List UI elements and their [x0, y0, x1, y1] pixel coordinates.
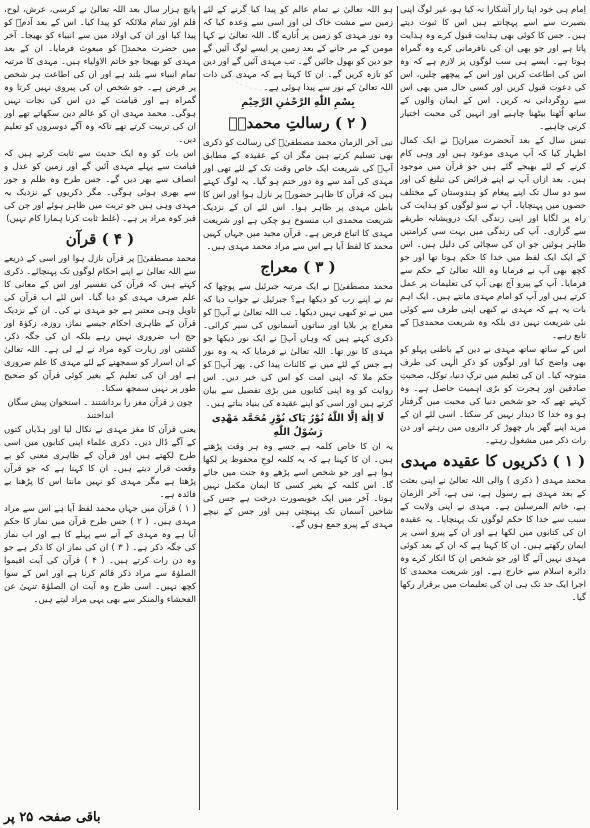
right-column [400, 4, 586, 814]
body-paragraph: نبی آخر الزمان محمد مصطفیٰؐ کی رسالت کو ذکری بھی تسلیم کرتے ہیں مگر ان کے عقیدہ کے مطابق آپؐ کی شریعت ایک خاص وقت تک کے لئے تھی اور مہدی کی آمد سے وہ دور ختم ہو گیا۔ یہ لوگ کہتے ہیں کہ قرآن کا ظاہر حضورؐ پر نازل ہوا اور اس کا باطن مہدی پر ظاہر ہوا۔ اس لئے ان کے نزدیک شریعت محمدی اب منسوخ ہو چکی ہے اور شریعت مہدی کا اتباع فرض ہے۔ قرآن مجید میں جہاں کہیں محمد کا لفظ آیا ہے اس سے مراد محمد مہدی ہیں۔ [203, 138, 393, 252]
column-divider [199, 6, 200, 810]
body-paragraph: محمد مصطفیٰؐ پر قرآن نازل ہوا اور اسی کے ذریعے سے اللہ تعالیٰ نے اپنے احکام لوگوں تک پہنچائے۔ ذکری کہتے ہیں کہ قرآن کی تفسیر اور اس کے معانی کا علم صرف مہدی کو دیا گیا۔ اس لئے اب قرآن کی تاویل وہی معتبر ہے جو مہدی نے کی۔ ان کے نزدیک قرآن کے ظاہری احکام جیسے نماز، روزہ، زکوٰۃ اور حج اب ضروری نہیں رہے بلکہ ان کی جگہ ذکر، کشتی اور زیارت کوہ مراد نے لے لی ہے۔ اللہ تعالیٰ کے ان اسرار کو سمجھنے کے لئے مہدی کا علم ضروری ہے اور ان کی تعلیم کے بغیر کوئی قرآن کو صحیح طور پر نہیں سمجھ سکتا۔ [4, 254, 196, 394]
section-heading: ( ۳ ) معراج [260, 258, 336, 276]
body-paragraph: تیس سال کے بعد آنحضرت میرانؑ نے ایک کمال اظہار کیا کہ آپ مہدی موعود ہیں اور وہی کام کرنے کے لئے بھیجے گئے ہیں جو قرآن میں موجود ہیں۔ بعد ازاں آپ نے اپنے فرائض کی تبلیغ کی اور سو دو سال تک اپنے پیغام کو ہندوستان کے مختلف حصوں میں پہنچایا۔ آپ نے سو لوگوں کو ہدایت کی راہ پر لگایا اور اپنی زندگی ایک درویشانہ طریقے سے گزاری۔ آپ کی زندگی میں بہت سی کرامتیں ظاہر ہوئیں جو ان کی سچائی کی دلیل ہیں۔ اس کے ایک ایک لفظ میں خدا کا حکم ہوتا تھا اور جو کچھ بھی آپ نے فرمایا وہ اللہ تعالیٰ کے حکم سے فرمایا۔ آپ کے پیرو آج بھی آپ کی تعلیمات پر عمل کرتے ہیں اور آپ کو امام مہدی مانتے ہیں۔ ایک اہم بات یہ ہے کہ مہدی نے کبھی اپنی طرف سے کوئی نئی شریعت نہیں دی بلکہ وہ شریعت محمدیؐ کے تابع رہے۔ [400, 136, 586, 341]
body-paragraph: اس بات کو وہ ایک حدیث سے ثابت کرتے ہیں کہ قیامت سے پہلے مہدی آئیں گے اور زمین کو عدل و انصاف سے بھر دیں گے۔ جس طرح وہ ظلم و جور سے بھری ہوئی ہوگی۔ مگر ذکریوں کے نزدیک یہ مہدی وہی ہیں جو تربت میں ظاہر ہوئے اور جن کی قبر کوہ مراد پر ہے۔ (غلط ثابت کرنا ہمارا کام نہیں) [4, 149, 196, 224]
body-paragraph: یعنی قرآن کا مغز مہدی نے نکال لیا اور ہڈیاں کتوں کے آگے ڈال دیں۔ ذکری علماء اپنی کتابوں میں اسی طرح لکھتے ہیں اور قرآن کے ظاہری معنی کو بے وقعت قرار دیتے ہیں۔ ان کا کہنا ہے کہ جو قرآن پڑھتا ہے مگر مہدی کو نہیں مانتا اس کا پڑھنا بے فائدہ ہے۔ [4, 425, 196, 500]
section-heading: ( ۲ ) رسالتِ محمدیؐ [228, 114, 368, 132]
section-heading: ( ۴ ) قرآن [65, 230, 135, 248]
arabic-verse: بِسْمِ اللّٰهِ الرَّحْمٰنِ الرَّحِیْمِ [241, 97, 355, 108]
continued-on-page-note: باقی صفحہ ۲۵ پر [4, 810, 101, 825]
body-paragraph: ہو اللہ تعالیٰ نے تمام عالم کو پیدا کیا گرنے کے لئے زمین سے مشت خاک لی اور اسی سے وعدہ کیا کہ وہ نور مہدی کو زمین پر اُتارے گا۔ اللہ تعالیٰ نے کہا مومن کے مر جانے کے بعد زمین پر ایسے لوگ آئیں گے جو دین کو بھول جائیں گے۔ تب مہدی آئیں گے اور دین کو تازہ کریں گے۔ ان کا کہنا ہے کہ مہدی کی ذات اللہ تعالیٰ کے نور سے پیدا ہوئی ہے۔ [203, 5, 393, 93]
left-column [4, 4, 196, 814]
body-paragraph: محمد مہدی ( ذکری ) والی اللہ تعالیٰ نے اپنی بعثت کے بعد مہدی ہے رسول ہے، نبی ہے، آخر الزمان ہے، خاتم المرسلین ہے۔ مہدی نے اپنی ولایت کے سبب سے خدا کا حکم لوگوں تک پہنچایا۔ یہ عقیدہ ان کی کتابوں میں لکھا ہے اور ان کے پیرو اسی پر ایمان رکھتے ہیں۔ ان کا کہنا ہے کہ ان کے بعد کوئی مہدی نہیں آئے گا اور جو شخص ان کا انکار کرے وہ دائرہ اسلام سے خارج ہے۔ اور شریعت محمدی کا اجرا ایک حد تک ہی ان کی تعلیمات میں برقرار رکھا گیا۔ [400, 476, 586, 603]
body-paragraph: اِمام ہی خود اپنا راز آشکارا نہ کیا ہو، غیر لوگ اپنی بصیرت سے اسے پہچانتے ہیں اس کا ثبوت دیتے ہیں۔ جس کا کوئی بھی ہدایت قبول کرے وہ ہدایت پاتا ہے اور جو بھی ان کی نافرمانی کرے وہ گمراہ ہوتا ہے۔ ایسے ہی سب لوگوں پر لازم ہے کہ وہ اس کی اطاعت کریں اور اس کے پیچھے چلیں، اس کی دعوت قبول کریں اور کسی حال میں بھی اس سے روگردانی نہ کریں۔ اس کے ایمان والوں کے ساتھ اُٹھنا بیٹھنا چاہیے اور انہیں کی محبت اختیار کرنی چاہیے۔ [400, 5, 586, 132]
body-paragraph: محمد مصطفیٰؐ نے ایک مرتبہ جبرئیل سے پوچھا کہ تم نے اپنے رب کو دیکھا ہے؟ جبرئیل نے جواب دیا کہ میں نے تو کبھی نہیں دیکھا۔ تب اللہ تعالیٰ نے آپؐ کو معراج پر بلایا اور ساتوں آسمانوں کی سیر کرائی۔ ذکری کہتے ہیں کہ وہاں آپؐ نے ایک نور دیکھا جو مہدی کا نور تھا۔ اللہ تعالیٰ نے فرمایا کہ یہ وہ نور ہے جس کے لئے میں نے کائنات پیدا کی۔ پھر آپؐ کو حکم ملا کہ اپنی امت کو اس کی خبر دیں۔ اس روایت کو وہ اپنی کتابوں میں بڑی تفصیل سے بیان کرتے ہیں اور اسی کو اپنے عقیدہ کی بنیاد بناتے ہیں۔ [203, 282, 393, 409]
column-divider [397, 6, 398, 810]
body-paragraph: یہ ان کا خاص کلمہ ہے جسے وہ ہر وقت پڑھتے ہیں۔ ان کا کہنا ہے کہ یہ کلمہ لوحِ محفوظ پر لکھا ہوا ہے اور جو شخص اسے پڑھے وہ جنت میں جائے گا۔ اس کلمہ کے بغیر کسی کا ایمان مکمل نہیں ہوتا۔ آخر میں ایک خوبصورت درخت ہے جس کی شاخیں آسمان تک پہنچتی ہیں اور جس کے نیچے مہدی کے پیرو جمع ہوں گے۔ [203, 442, 393, 530]
section-heading: ( ۱ ) ذکریوں کا عقیدہ مہدی [400, 452, 586, 470]
body-paragraph: اس کے ساتھ ساتھ مہدی نے دین کے باطنی پہلو کو بھی واضح کیا اور لوگوں کو ذکرِ الٰہی کی طرف متوجہ کیا۔ ان کی تعلیم میں ترکِ دنیا، توکل، صحبتِ صادقین اور ہجرت کو بڑی اہمیت حاصل ہے۔ وہ کہتے تھے کہ جو شخص دنیا کی محبت میں گرفتار ہو وہ خدا کا دیدار نہیں کر سکتا۔ اسی لئے ان کے مرید اپنے گھر بار چھوڑ کر دائروں میں رہتے اور دن رات ذکر میں مشغول رہتے۔ [400, 345, 586, 446]
body-paragraph: ( ۱ ) قرآن میں جہاں محمد لفظ آیا ہے اس سے مراد مہدی ہیں۔ ( ۲ ) جس طرح قرآن میں نماز کا حکم آیا ہے وہ مہدی کے آنے سے پہلے کا ہے اور اب نماز کی جگہ ذکر ہے۔ ( ۳ ) ان کی نماز ان کا ذکر ہے جو وہ دن رات کرتے ہیں۔ ( ۴ ) قرآن کی آیت اقیموا الصلوٰۃ سے مراد ذکر قائم کرنا ہے اور اس کے سوا کچھ نہیں۔ اسی طرح وہ آیت ان الصلوٰۃ تنہیٰ عن الفحشاء والمنکر سے بھی یہی مراد لیتے ہیں۔ [4, 504, 196, 605]
body-paragraph: پانچ ہزار سال بعد اللہ تعالیٰ نے کرسی، عرش، لوح، قلم اور تمام ملائکہ کو پیدا کیا۔ اس کے بعد آدمؑ کو پیدا کیا اور ان کی اولاد میں سے انبیاء کو بھیجا۔ آخر میں حضرت محمدؐ کو مبعوث فرمایا۔ ان کے بعد مہدی کو بھیجا جو خاتم الاولیاء ہیں۔ مہدی کا مرتبہ تمام انبیاء سے بلند ہے اور ان کی اطاعت ہر شخص پر فرض ہے۔ جو شخص ان کی پیروی نہیں کرتا وہ گمراہ ہے اور قیامت کے دن اس کی نجات نہیں ہوگی۔ محمد مہدی ان کو عالم دین سکھاتے تھے اور ان کی تربیت کرتے تھے تاکہ وہ آگے دوسروں کو تعلیم دیں۔ [4, 5, 196, 145]
middle-column [203, 4, 393, 814]
persian-couplet: چون ز قرآن مغز را برداشتند ۔ استخوان پیش سگان انداختند [7, 398, 193, 421]
arabic-verse: لَا اِلٰهَ اِلَّا اللّٰهُ نُوْرُ پَاک نُوْرِ مُحَمَّد مَهْدِی رَسُوْلُ اللّٰهِ [211, 413, 385, 438]
